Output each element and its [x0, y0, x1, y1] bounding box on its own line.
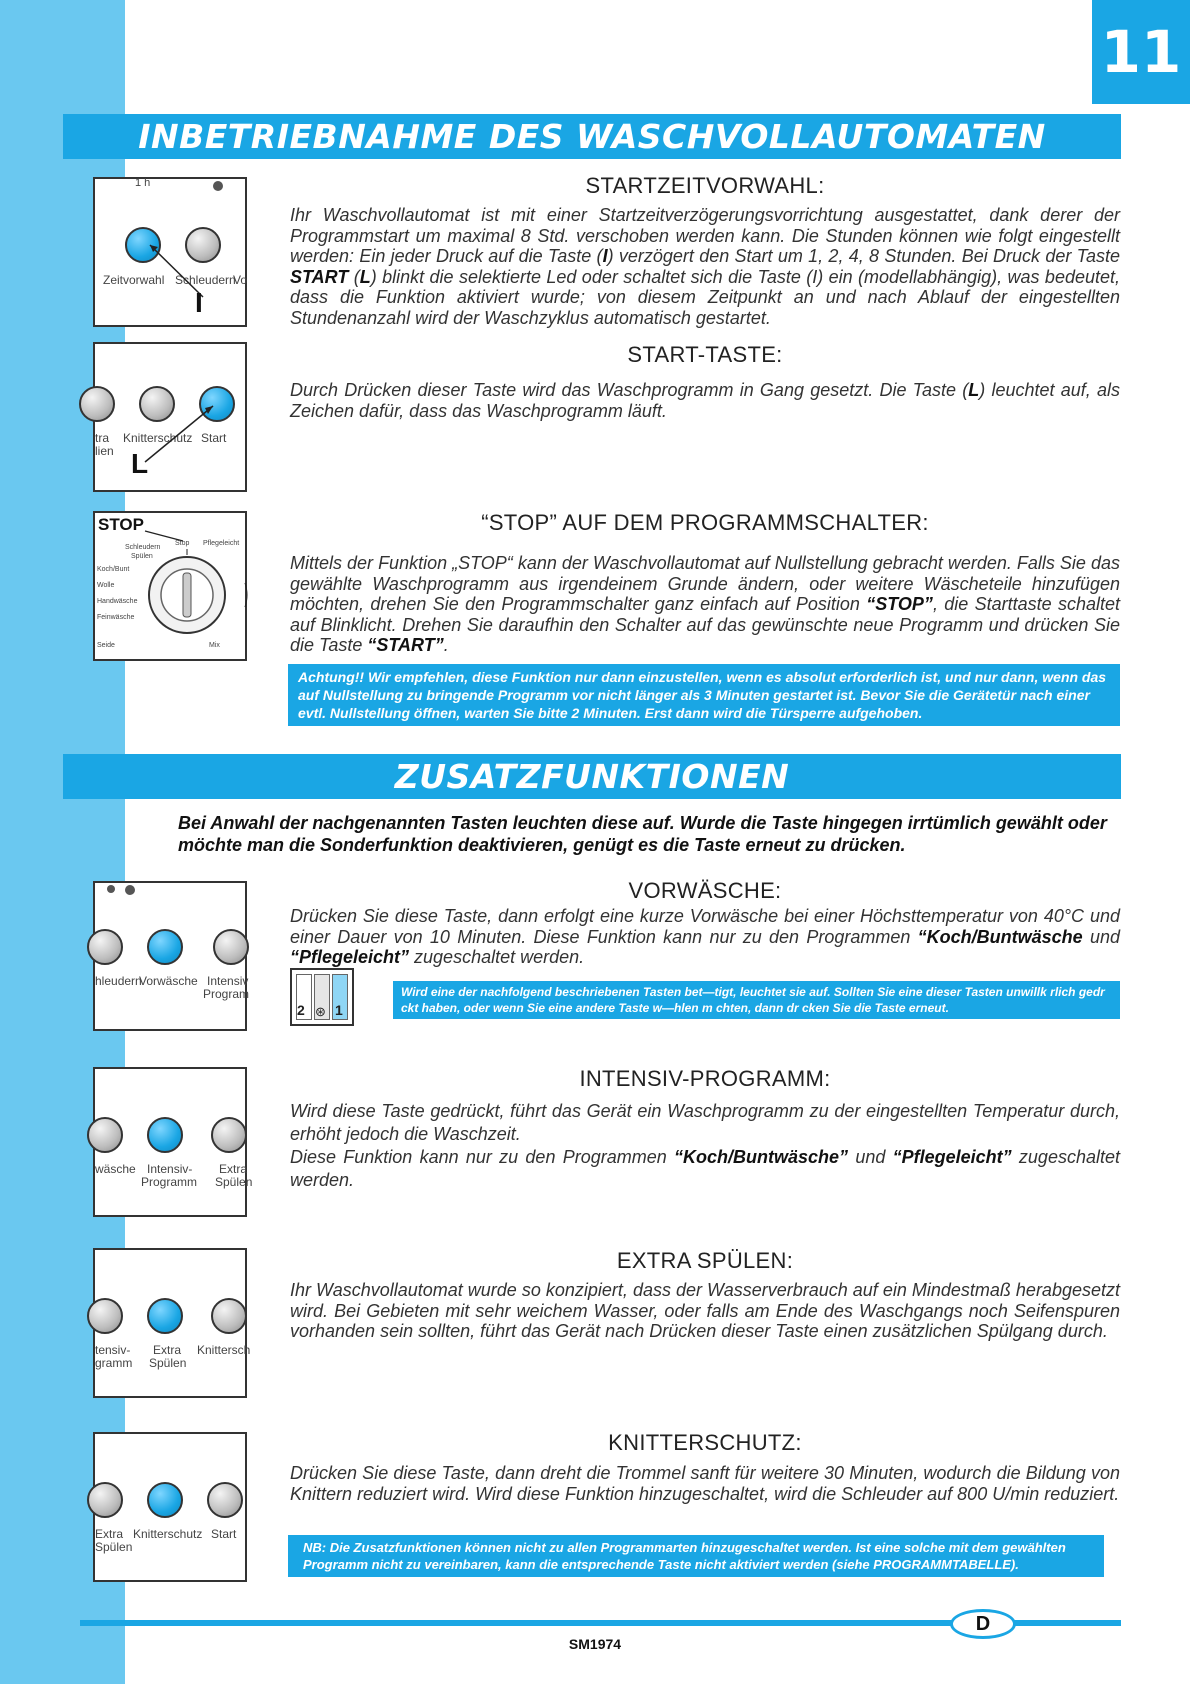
text-part: Drücken Sie diese Taste, dann erfolgt eine kurze Vorwäsche bei einer Höchsttemperatur von 40°C und einer Dauer von 10 Minuten. Diese Funktion kann nur zu den Programmen	[290, 906, 1120, 947]
led-indicator-icon	[290, 968, 354, 1026]
hour-mark: 1 h	[135, 177, 151, 189]
schleudern-label: hleudern	[95, 974, 142, 988]
heading-extra-spuelen: EXTRA SPÜLEN:	[616, 1248, 794, 1273]
heading-startzeitvorwahl: STARTZEITVORWAHL:	[585, 173, 825, 198]
dial-label: Stop	[175, 540, 190, 547]
text-part: ) leuchtet auf, als Zeichen dafür, dass das Waschprogramm läuft.	[290, 380, 1120, 421]
dial-label: Spülen	[131, 553, 153, 560]
dial-label: Koch/Bunt	[97, 566, 130, 573]
dial-label: Mix	[209, 642, 220, 649]
programm-label: gramm	[95, 1356, 133, 1370]
intensiv-label: Intensiv-	[147, 1162, 193, 1176]
start-label: Start	[201, 431, 227, 445]
text-vorwaesche	[290, 906, 1120, 968]
schleudern-label: Schleudern	[175, 273, 236, 287]
tra-label: tra	[95, 431, 110, 445]
vorwaesche-label: wäsche	[95, 1162, 136, 1176]
dial-label: Schleudern	[125, 544, 161, 551]
text-part: (	[348, 266, 360, 287]
dial-label: Pflegeleicht	[203, 540, 240, 547]
key-start: START	[290, 266, 349, 287]
programm-label: Programm	[141, 1175, 198, 1189]
program-name: “Pflegeleicht”	[892, 1147, 1012, 1167]
intensiv-button[interactable]	[213, 929, 249, 965]
led-digit: 1	[335, 1002, 343, 1018]
panel-knitterschutz	[93, 1432, 247, 1582]
text-knitterschutz: Drücken Sie diese Taste, dann dreht die Trommel sanft für weitere 30 Minuten, wodurch die Bildung von Knittern reduziert wird. Wird diese Funktion hinzugeschaltet, wird die Schleuder auf 800 U/min reduziert.	[290, 1463, 1120, 1504]
intro-zusatzfunktionen: Bei Anwahl der nachgenannten Tasten leuchten diese auf. Wurde die Taste hingegen irrtümlich gewählt oder möchte man die Sonderfunktion deaktivieren, genügt es die Taste erneut zu drücken.	[178, 813, 1107, 855]
panel-extra-spuelen	[93, 1248, 251, 1398]
heading-vorwaesche: VORWÄSCHE:	[628, 878, 782, 903]
program-name: “Koch/Buntwäsche”	[674, 1147, 849, 1167]
text-part: ) blinkt die selektierte Led oder schaltet sich die Taste (I) ein (modellabhängig), was bedeutet, dass die Funktion aktiviert wurde; von diesem Zeitpunkt an und nach Ablauf der eingestellten Stundenanzahl wird der Waschzyklus automatisch gestartet.	[290, 266, 1120, 328]
vorwaesche-button[interactable]	[147, 929, 183, 965]
panel-start	[93, 342, 247, 492]
dial-label: Feinwäsche	[97, 614, 135, 621]
key-l: L	[359, 266, 371, 287]
panel-startzeit	[93, 177, 247, 327]
text-start-taste	[290, 380, 1120, 421]
panel-stop-dial	[93, 511, 247, 661]
note-tasten: Wird eine der nachfolgend beschriebenen Tasten bet—tigt, leuchtet sie auf. Sollten Sie eine dieser Tasten unwillk rlich gedr ckt haben, oder wenn Sie eine andere Taste w—hlen m chten, dann dr cken Sie die Taste erneut.	[393, 981, 1120, 1019]
knitterschutz-label: Knitterschutz	[123, 431, 193, 445]
text-part: zugeschaltet werden.	[290, 1147, 1120, 1190]
start-label: Start	[211, 1527, 237, 1541]
text-part: ) verzögert den Start um 1, 2, 4, 8 Stunden. Bei Druck der Taste	[607, 246, 1120, 266]
text-startzeitvorwahl	[290, 205, 1120, 328]
dial-symbol-icon: ⊛	[315, 1004, 326, 1019]
note-achtung: Achtung!! Wir empfehlen, diese Funktion nur dann einzustellen, wenn es absolut erforderlich ist, und nur dann, wenn das auf Nullstellung zu bringende Programm vor nicht länger als 3 Minuten gestartet ist. Bevor Sie die Gerätetür nach einer evtl. Nullstellung öffnen, warten Sie bitte 2 Minuten. Erst dann wird die Türsperre aufgehoben.	[288, 664, 1120, 726]
spuelen-label: Spülen	[95, 1540, 133, 1554]
vo-label: Vo	[233, 273, 248, 287]
text-part: Ihr Waschvollautomat ist mit einer Startzeitverzögerungsvorrichtung ausgestattet, dank derer der Programmstart um maximal 8 Std. verschoben werden kann. Die Stunden können wie folgt eingestellt werden: Ein jeder Druck auf die Taste (	[290, 205, 1120, 266]
vorwaesche-label: Vorwäsche	[139, 974, 198, 988]
dial-label: Seide	[97, 642, 115, 649]
spuelen-label: Spülen	[215, 1175, 253, 1189]
knitterschutz-button[interactable]	[211, 1298, 247, 1334]
program-dial-icon	[95, 513, 249, 663]
text-part: Durch Drücken dieser Taste wird das Waschprogramm in Gang gesetzt. Die Taste (	[290, 380, 969, 400]
section-title-inbetriebnahme: INBETRIEBNAHME DES WASCHVOLLAUTOMATEN	[63, 114, 1121, 159]
zeitvorwahl-label: Zeitvorwahl	[103, 273, 165, 287]
page-number: 11	[1092, 0, 1190, 104]
intensiv-label: Intensiv	[207, 974, 249, 988]
dial-label: Handwäsche	[97, 598, 138, 605]
led-icon	[125, 885, 135, 895]
heading-stop: “STOP” AUF DEM PROGRAMMSCHALTER:	[481, 510, 929, 535]
led-digit: 2	[297, 1002, 305, 1018]
document-code: SM1974	[568, 1636, 622, 1652]
text-extra-spuelen: Ihr Waschvollautomat wurde so konzipiert, dass der Wasserverbrauch auf ein Mindestmaß herabgesetzt wird. Bei Gebieten mit sehr weichem Wasser, oder falls am Ende des Waschgangs noch Seifenspuren vorhanden sein sollten, führt das Gerät nach Drücken dieser Taste einen zusätzlichen Spülgang durch.	[290, 1280, 1120, 1341]
text-stop	[290, 553, 1120, 656]
pointer-arrow-icon	[95, 179, 249, 329]
intensiv-label: tensiv-	[95, 1343, 131, 1357]
text-part: .	[443, 635, 449, 655]
extra-label: Extra	[219, 1162, 248, 1176]
knitterschutz-label: Knittersch	[197, 1343, 251, 1357]
heading-knitterschutz: KNITTERSCHUTZ:	[608, 1430, 802, 1455]
key-start: “START”	[367, 635, 444, 655]
program-name: “Pflegeleicht”	[290, 947, 410, 967]
extra-label: Extra	[153, 1343, 182, 1357]
panel-vorwaesche	[93, 881, 250, 1031]
heading-intensiv: INTENSIV-PROGRAMM:	[579, 1066, 831, 1091]
program-label: Program	[203, 987, 250, 1001]
text-part: , die Starttaste schaltet auf Blinklicht. Drehen Sie daraufhin den Schalter auf das gewünschte neue Programm und drücken Sie die Taste	[290, 594, 1121, 655]
start-button[interactable]	[207, 1482, 243, 1518]
led-icon	[107, 885, 115, 893]
extra-label: Extra	[95, 1527, 124, 1541]
schleudern-button[interactable]	[87, 929, 123, 965]
extra-spuelen-button[interactable]	[87, 1482, 123, 1518]
text-intensiv	[290, 1100, 1120, 1192]
intensiv-button[interactable]	[147, 1117, 183, 1153]
dial-label: Wolle	[97, 582, 115, 589]
knitterschutz-label: Knitterschutz	[133, 1527, 203, 1541]
lien-label: lien	[95, 444, 114, 458]
heading-start-taste: START-TASTE:	[627, 342, 783, 367]
vorwaesche-button[interactable]	[87, 1117, 123, 1153]
text-part: Mittels der Funktion „STOP“ kann der Waschvollautomat auf Nullstellung gebracht werden. Falls Sie das gewählte Waschprogramm aus irgendeinem Grunde ändern, oder weitere Wäscheteile hinzufügen möchten, drehen Sie den Programmschalter ganz einfach auf Position	[290, 553, 1120, 614]
text-part: Diese Funktion kann nur zu den Programmen	[290, 1147, 675, 1167]
spuelen-label: Spülen	[149, 1356, 187, 1370]
panel-intensiv	[93, 1067, 253, 1217]
note-nb: NB: Die Zusatzfunktionen können nicht zu allen Programmarten hinzugeschaltet werden. Ist eine solche mit dem gewählten Programm nicht zu vereinbaren, kann die entsprechende Taste nicht aktiviert werden (siehe PROGRAMMTABELLE).	[288, 1535, 1104, 1577]
knitterschutz-button[interactable]	[147, 1482, 183, 1518]
key-l: L	[968, 380, 980, 400]
text-part: und	[1082, 926, 1120, 947]
program-name: “Koch/Buntwäsche	[917, 926, 1083, 947]
text-part: und	[848, 1147, 893, 1167]
text-part: Wird diese Taste gedrückt, führt das Gerät ein Waschprogramm zu der eingestellten Temperatur durch, erhöht jedoch die Waschzeit.	[290, 1101, 1120, 1144]
section-title-zusatzfunktionen: ZUSATZFUNKTIONEN	[63, 754, 1121, 799]
pointer-arrow-icon	[95, 344, 249, 494]
key-letter-i: I	[195, 287, 203, 318]
key-letter-l: L	[131, 448, 149, 479]
text-part: zugeschaltet werden.	[409, 947, 585, 967]
language-badge: D	[950, 1609, 1016, 1639]
extra-spuelen-button[interactable]	[211, 1117, 247, 1153]
key-i: I	[602, 246, 608, 266]
stop-label: STOP	[98, 515, 144, 534]
intensiv-button[interactable]	[87, 1298, 123, 1334]
key-stop: “STOP”	[866, 594, 933, 614]
extra-spuelen-button[interactable]	[147, 1298, 183, 1334]
